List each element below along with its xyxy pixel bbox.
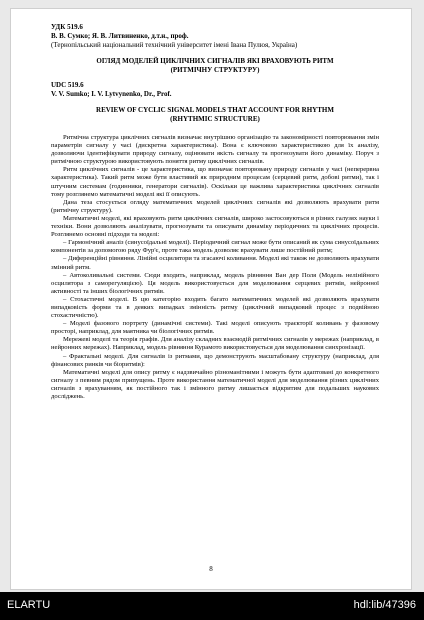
udc-ua: УДК 519.6 <box>51 23 83 31</box>
title-en-line2: (RHYTHMIC STRUCTURE) <box>170 115 260 123</box>
paragraph: – Диференційні рівняння. Лінійні осцилятори та згасаючі коливання. Моделі які також не дозволяють врахувати змінний ритм. <box>51 255 379 271</box>
title-ua-line2: (РИТМІЧНУ СТРУКТУРУ) <box>170 66 260 74</box>
paragraph: Математичні моделі для опису ритму є надзвичайно різноманітними і можуть бути адаптовані до конкретного сигналу з певним рядом припущень. Проте використання математичної моделі для моделювання різних циклічних сигналів з врахуванням, як постійного так і змінного ритму лишається відкритим для подальших наукових досліджень. <box>51 368 379 400</box>
udc-en: UDC 519.6 <box>51 81 84 89</box>
repository-name: ELARTU <box>7 599 51 611</box>
paragraph: – Стохастичні моделі. В цю категорію входить багато математичних моделей які дозволяють врахувати випадковість форми та в деяких випадках змінність ритму (циклічний випадковий процес з подвійною стохастичністю). <box>51 295 379 320</box>
paragraph: – Моделі фазового портрету (динамічні системи). Такі моделі описують траєкторії коливань у фазовому просторі, наприклад, для маятника чи біологічних ритмів. <box>51 320 379 336</box>
paragraph: Дана теза стосується огляду математичних моделей циклічних сигналів які дозволяють врахувати ритм (ритмічну структуру). <box>51 198 379 214</box>
paragraph: – Гармонічний аналіз (синусоїдальні моделі). Періодичний сигнал може бути описаний як сума синусоїдальних компонентів за допомогою ряду Фур'є, проте така модель дозволяє врахувати лише постійний ритм; <box>51 239 379 255</box>
paragraph: – Автоколивальні системи. Сюди входить, наприклад, модель рівняння Ван дер Поля (Модель нелінійного осцилятора з саморегуляцією). Ця модель використовується для моделювання серцевих ритмів, нейронної активності та інших біологічних ритмів. <box>51 271 379 295</box>
authors-ua: В. В. Сумко; Я. В. Литвиненко, д.т.н., проф. <box>51 32 189 40</box>
title-en-line1: REVIEW OF CYCLIC SIGNAL MODELS THAT ACCOUNT FOR RHYTHM <box>96 106 334 114</box>
document-page <box>10 8 412 590</box>
title-en <box>51 106 379 124</box>
authors-en: V. V. Sumko; I. V. Lytvynenko, Dr., Prof. <box>51 90 172 98</box>
viewer-footer-bar <box>0 592 424 620</box>
body-text <box>51 134 379 401</box>
paragraph: Ритм циклічних сигналів - це характеристика, що визначає повторювану природу сигналів у часі (неперервна характеристика). Такий ритм може бути властивий як природним процесам (серцевий ритм, добові ритми), так і штучним системам (годинники, генератори сигналів). Оскільки це важлива характеристика циклічних сигналів тому розглянемо математичні моделі які її описують. <box>51 166 379 198</box>
title-ua <box>51 57 379 75</box>
handle-identifier[interactable]: hdl:lib/47396 <box>353 599 416 611</box>
paragraph: Математичні моделі, які враховують ритм циклічних сигналів, широко застосовуються в різних галузях науки і техніки. Вони дозволяють аналізувати, прогнозувати та описувати динаміку періодичних та циклічних процесів. Розглянемо основні підходи та моделі: <box>51 214 379 239</box>
page-content <box>51 23 379 401</box>
page-number: 8 <box>209 565 213 573</box>
title-ua-line1: ОГЛЯД МОДЕЛЕЙ ЦИКЛІЧНИХ СИГНАЛІВ ЯКІ ВРАХОВУЮТЬ РИТМ <box>96 57 334 65</box>
paragraph: Мережеві моделі та теорія графів. Для аналізу складних взаємодій ритмічних сигналів у мережах (наприклад, в нейронних мережах). Наприклад, модель рівняння Курамото використовується для моделювання синхронізації. <box>51 336 379 352</box>
affiliation-ua: (Тернопільський національний технічний університет імені Івана Пулюя, Україна) <box>51 41 298 49</box>
paragraph: Ритмічна структура циклічних сигналів визначає внутрішню організацію та закономірності повторювання змін параметрів сигналу у часі (дискретна характеристика). Вона є ключовою характеристикою для їх аналізу, дозволяючи ідентифікувати природу сигналу, оцінювати якість сигналу та прогнозувати його динаміку. Поруч з ритмічною структурою використовують поняття ритму циклічних сигналів. <box>51 134 379 166</box>
paragraph: – Фрактальні моделі. Для сигналів із ритмами, що демонструють масштабовану структуру (наприклад, для фінансових ринків чи біоритмів): <box>51 352 379 368</box>
